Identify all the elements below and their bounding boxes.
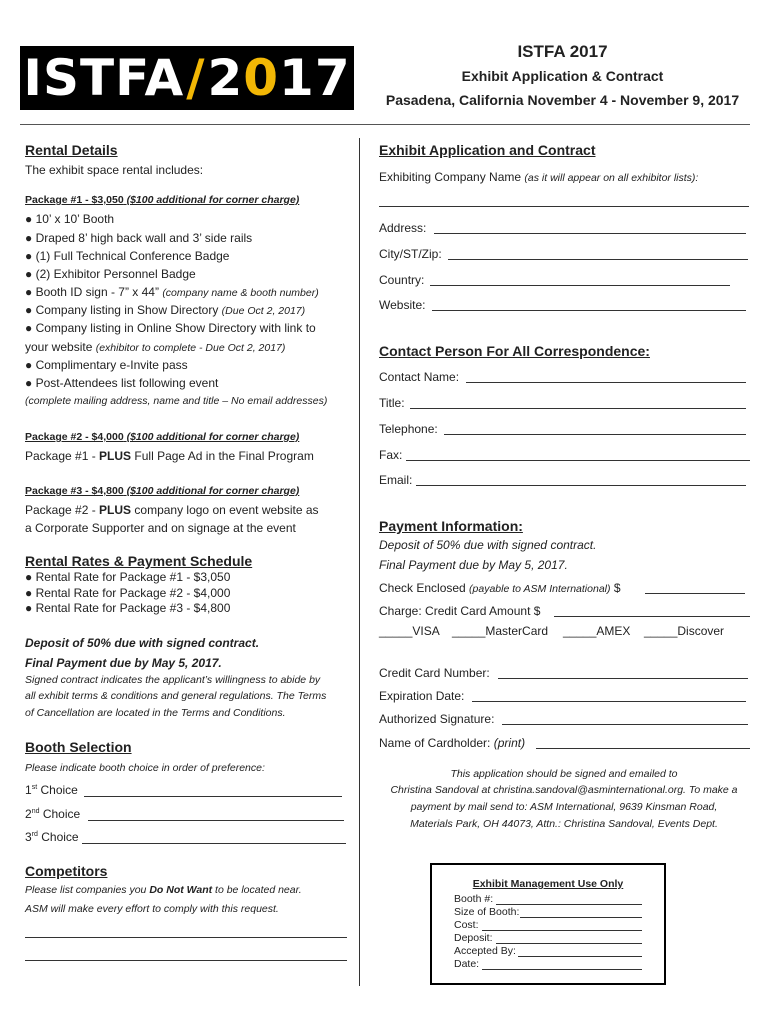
card-number-label: Credit Card Number:: [379, 666, 490, 680]
contact-name-label: Contact Name:: [379, 370, 460, 384]
first-choice-label: 1st Choice: [25, 783, 78, 797]
logo-text-17: 17: [279, 49, 351, 107]
competitor-field[interactable]: [25, 937, 347, 938]
package-1-item: ● (2) Exhibitor Personnel Badge: [25, 267, 196, 281]
submission-instructions: Christina Sandoval at christina.sandoval@asminternational.org. To make a: [390, 784, 738, 796]
rental-intro: The exhibit space rental includes:: [25, 163, 204, 177]
package-1-price: Package #1 - $3,050: [25, 194, 124, 206]
show-directory-note: (Due Oct 2, 2017): [221, 305, 306, 317]
package-1-item: ● Complimentary e-Invite pass: [25, 358, 188, 372]
submission-instructions: This application should be signed and emailed to: [450, 768, 678, 780]
signed-contract-note: all exhibit terms & conditions and general regulations. The Terms: [25, 690, 327, 702]
rate-item: ● Rental Rate for Package #3 - $4,800: [25, 601, 231, 615]
package-1-item: [25, 303, 305, 317]
country-label: Country:: [379, 273, 425, 287]
package-2-heading: [25, 431, 299, 443]
first-choice-field[interactable]: [84, 796, 342, 797]
card-mastercard-option[interactable]: _____MasterCard: [452, 624, 549, 638]
booth-selection-note: Please indicate booth choice in order of preference:: [25, 762, 265, 774]
booth-sign-item: ● Booth ID sign - 7” x 44”: [25, 285, 159, 299]
office-deposit-label: Deposit:: [454, 932, 493, 944]
check-payable-note: (payable to ASM International): [469, 583, 611, 595]
fax-field[interactable]: [406, 460, 750, 461]
application-heading: Exhibit Application and Contract: [379, 142, 596, 158]
package-1-item: ● Company listing in Online Show Directory with link to: [25, 321, 316, 335]
office-cost-field[interactable]: [482, 930, 642, 931]
signed-contract-note: Signed contract indicates the applicant’s willingness to abide by: [25, 674, 321, 686]
competitors-note: Please list companies you Do Not Want to be located near.: [25, 884, 302, 896]
package-1-heading: [25, 194, 299, 206]
office-size-label: Size of Booth:: [454, 906, 520, 918]
contact-title-label: Title:: [379, 396, 405, 410]
booth-sign-note: (company name & booth number): [162, 287, 319, 299]
country-field[interactable]: [430, 285, 730, 286]
third-choice-label: 3rd Choice: [25, 830, 79, 844]
address-field[interactable]: [434, 233, 746, 234]
contact-name-field[interactable]: [466, 382, 746, 383]
office-cost-label: Cost:: [454, 919, 479, 931]
submission-instructions: payment by mail send to: ASM International, 9639 Kinsman Road,: [410, 801, 718, 813]
page-title: ISTFA 2017: [517, 42, 608, 61]
telephone-label: Telephone:: [379, 422, 438, 436]
package-2-price: Package #2 - $4,000: [25, 431, 124, 443]
submission-instructions: Materials Park, OH 44073, Attn.: Christina Sandoval, Events Dept.: [410, 818, 718, 830]
office-booth-label: Booth #:: [454, 893, 494, 905]
authorized-signature-label: Authorized Signature:: [379, 712, 495, 726]
package-2-description: Package #1 - PLUS Full Page Ad in the Final Program: [25, 449, 314, 463]
address-label: Address:: [379, 221, 427, 235]
exhibit-management-box: [430, 863, 666, 985]
exhibit-management-heading: Exhibit Management Use Only: [472, 878, 624, 890]
office-deposit-field[interactable]: [496, 943, 642, 944]
package-1-corner-note: ($100 additional for corner charge): [126, 194, 300, 206]
third-choice-field[interactable]: [82, 843, 346, 844]
fax-label: Fax:: [379, 448, 403, 462]
second-choice-label: 2nd Choice: [25, 807, 81, 821]
payment-deposit-note: Deposit of 50% due with signed contract.: [379, 538, 597, 552]
package-2-corner-note: ($100 additional for corner charge): [126, 431, 300, 443]
check-enclosed-label: Check Enclosed (payable to ASM International) $: [379, 581, 621, 595]
office-booth-field[interactable]: [496, 904, 642, 905]
rate-item: ● Rental Rate for Package #2 - $4,000: [25, 586, 231, 600]
package-1-item: [25, 340, 285, 354]
logo-text-2: 2: [207, 49, 244, 107]
company-name-label: Exhibiting Company Name (as it will appear on all exhibitor lists):: [379, 170, 699, 184]
package-3-heading: [25, 485, 299, 497]
website-field[interactable]: [432, 310, 746, 311]
cardholder-name-label: Name of Cardholder: (print): [379, 736, 526, 750]
competitor-field[interactable]: [25, 960, 347, 961]
card-discover-option[interactable]: _____Discover: [644, 624, 725, 638]
payment-final-note: Final Payment due by May 5, 2017.: [379, 558, 568, 572]
office-accepted-by-label: Accepted By:: [454, 945, 516, 957]
company-name-note: (as it will appear on all exhibitor lists):: [524, 172, 699, 184]
rate-item: ● Rental Rate for Package #1 - $3,050: [25, 570, 231, 584]
package-3-description: Package #2 - PLUS company logo on event website as: [25, 503, 319, 517]
city-state-zip-label: City/ST/Zip:: [379, 247, 442, 261]
email-field[interactable]: [416, 485, 746, 486]
payment-info-heading: Payment Information:: [379, 518, 523, 534]
contact-title-field[interactable]: [410, 408, 746, 409]
package-3-price: Package #3 - $4,800: [25, 485, 124, 497]
check-amount-field[interactable]: [645, 593, 745, 594]
package-1-item: [25, 285, 319, 299]
cardholder-name-field[interactable]: [536, 748, 750, 749]
package-1-item: ● Post-Attendees list following event: [25, 376, 219, 390]
office-date-label: Date:: [454, 958, 480, 970]
package-1-item: ● 10’ x 10’ Booth: [25, 212, 115, 226]
logo-chip-icon: 0: [243, 49, 280, 107]
deposit-note: Deposit of 50% due with signed contract.: [25, 636, 260, 650]
city-state-zip-field[interactable]: [448, 259, 748, 260]
logo-slash: /: [186, 49, 206, 107]
competitors-note-2: ASM will make every effort to comply with this request.: [25, 903, 279, 915]
email-label: Email:: [379, 473, 413, 487]
column-divider: [359, 138, 360, 986]
company-name-field[interactable]: [379, 206, 749, 207]
competitors-heading: Competitors: [25, 863, 108, 879]
rental-rates-heading: Rental Rates & Payment Schedule: [25, 553, 253, 569]
event-location-dates: Pasadena, California November 4 - November 9, 2017: [385, 92, 740, 108]
website-label: Website:: [379, 298, 426, 312]
show-directory-item: ● Company listing in Show Directory: [25, 303, 219, 317]
mailing-note: (complete mailing address, name and title – No email addresses): [25, 395, 328, 407]
card-number-field[interactable]: [498, 678, 748, 679]
istfa-2017-logo: [20, 46, 354, 110]
telephone-field[interactable]: [444, 434, 746, 435]
second-choice-field[interactable]: [88, 820, 344, 821]
website-note: (exhibitor to complete - Due Oct 2, 2017): [95, 342, 286, 354]
rental-details-heading: Rental Details: [25, 142, 118, 158]
final-payment-note: Final Payment due by May 5, 2017.: [25, 656, 222, 670]
card-amex-option[interactable]: _____AMEX: [563, 624, 631, 638]
credit-card-amount-field[interactable]: [554, 616, 750, 617]
package-1-item: ● (1) Full Technical Conference Badge: [25, 249, 230, 263]
office-date-field[interactable]: [482, 969, 642, 970]
office-size-field[interactable]: [520, 917, 642, 918]
authorized-signature-field[interactable]: [502, 724, 748, 725]
contact-person-heading: Contact Person For All Correspondence:: [379, 343, 650, 359]
package-3-description-cont: a Corporate Supporter and on signage at the event: [25, 521, 296, 535]
card-visa-option[interactable]: _____VISA: [379, 624, 440, 638]
booth-selection-heading: Booth Selection: [25, 739, 132, 755]
website-item: your website: [25, 340, 93, 354]
logo-text-istfa: ISTFA: [23, 49, 185, 107]
credit-card-amount-label: Charge: Credit Card Amount $: [379, 604, 541, 618]
header-divider: [20, 124, 750, 125]
expiration-date-label: Expiration Date:: [379, 689, 465, 703]
office-accepted-by-field[interactable]: [518, 956, 642, 957]
expiration-date-field[interactable]: [472, 701, 746, 702]
page-subtitle: Exhibit Application & Contract: [461, 68, 664, 84]
package-1-item: ● Draped 8’ high back wall and 3’ side rails: [25, 231, 253, 245]
package-3-corner-note: ($100 additional for corner charge): [126, 485, 300, 497]
signed-contract-note: of Cancellation are located in the Terms and Conditions.: [25, 707, 286, 719]
